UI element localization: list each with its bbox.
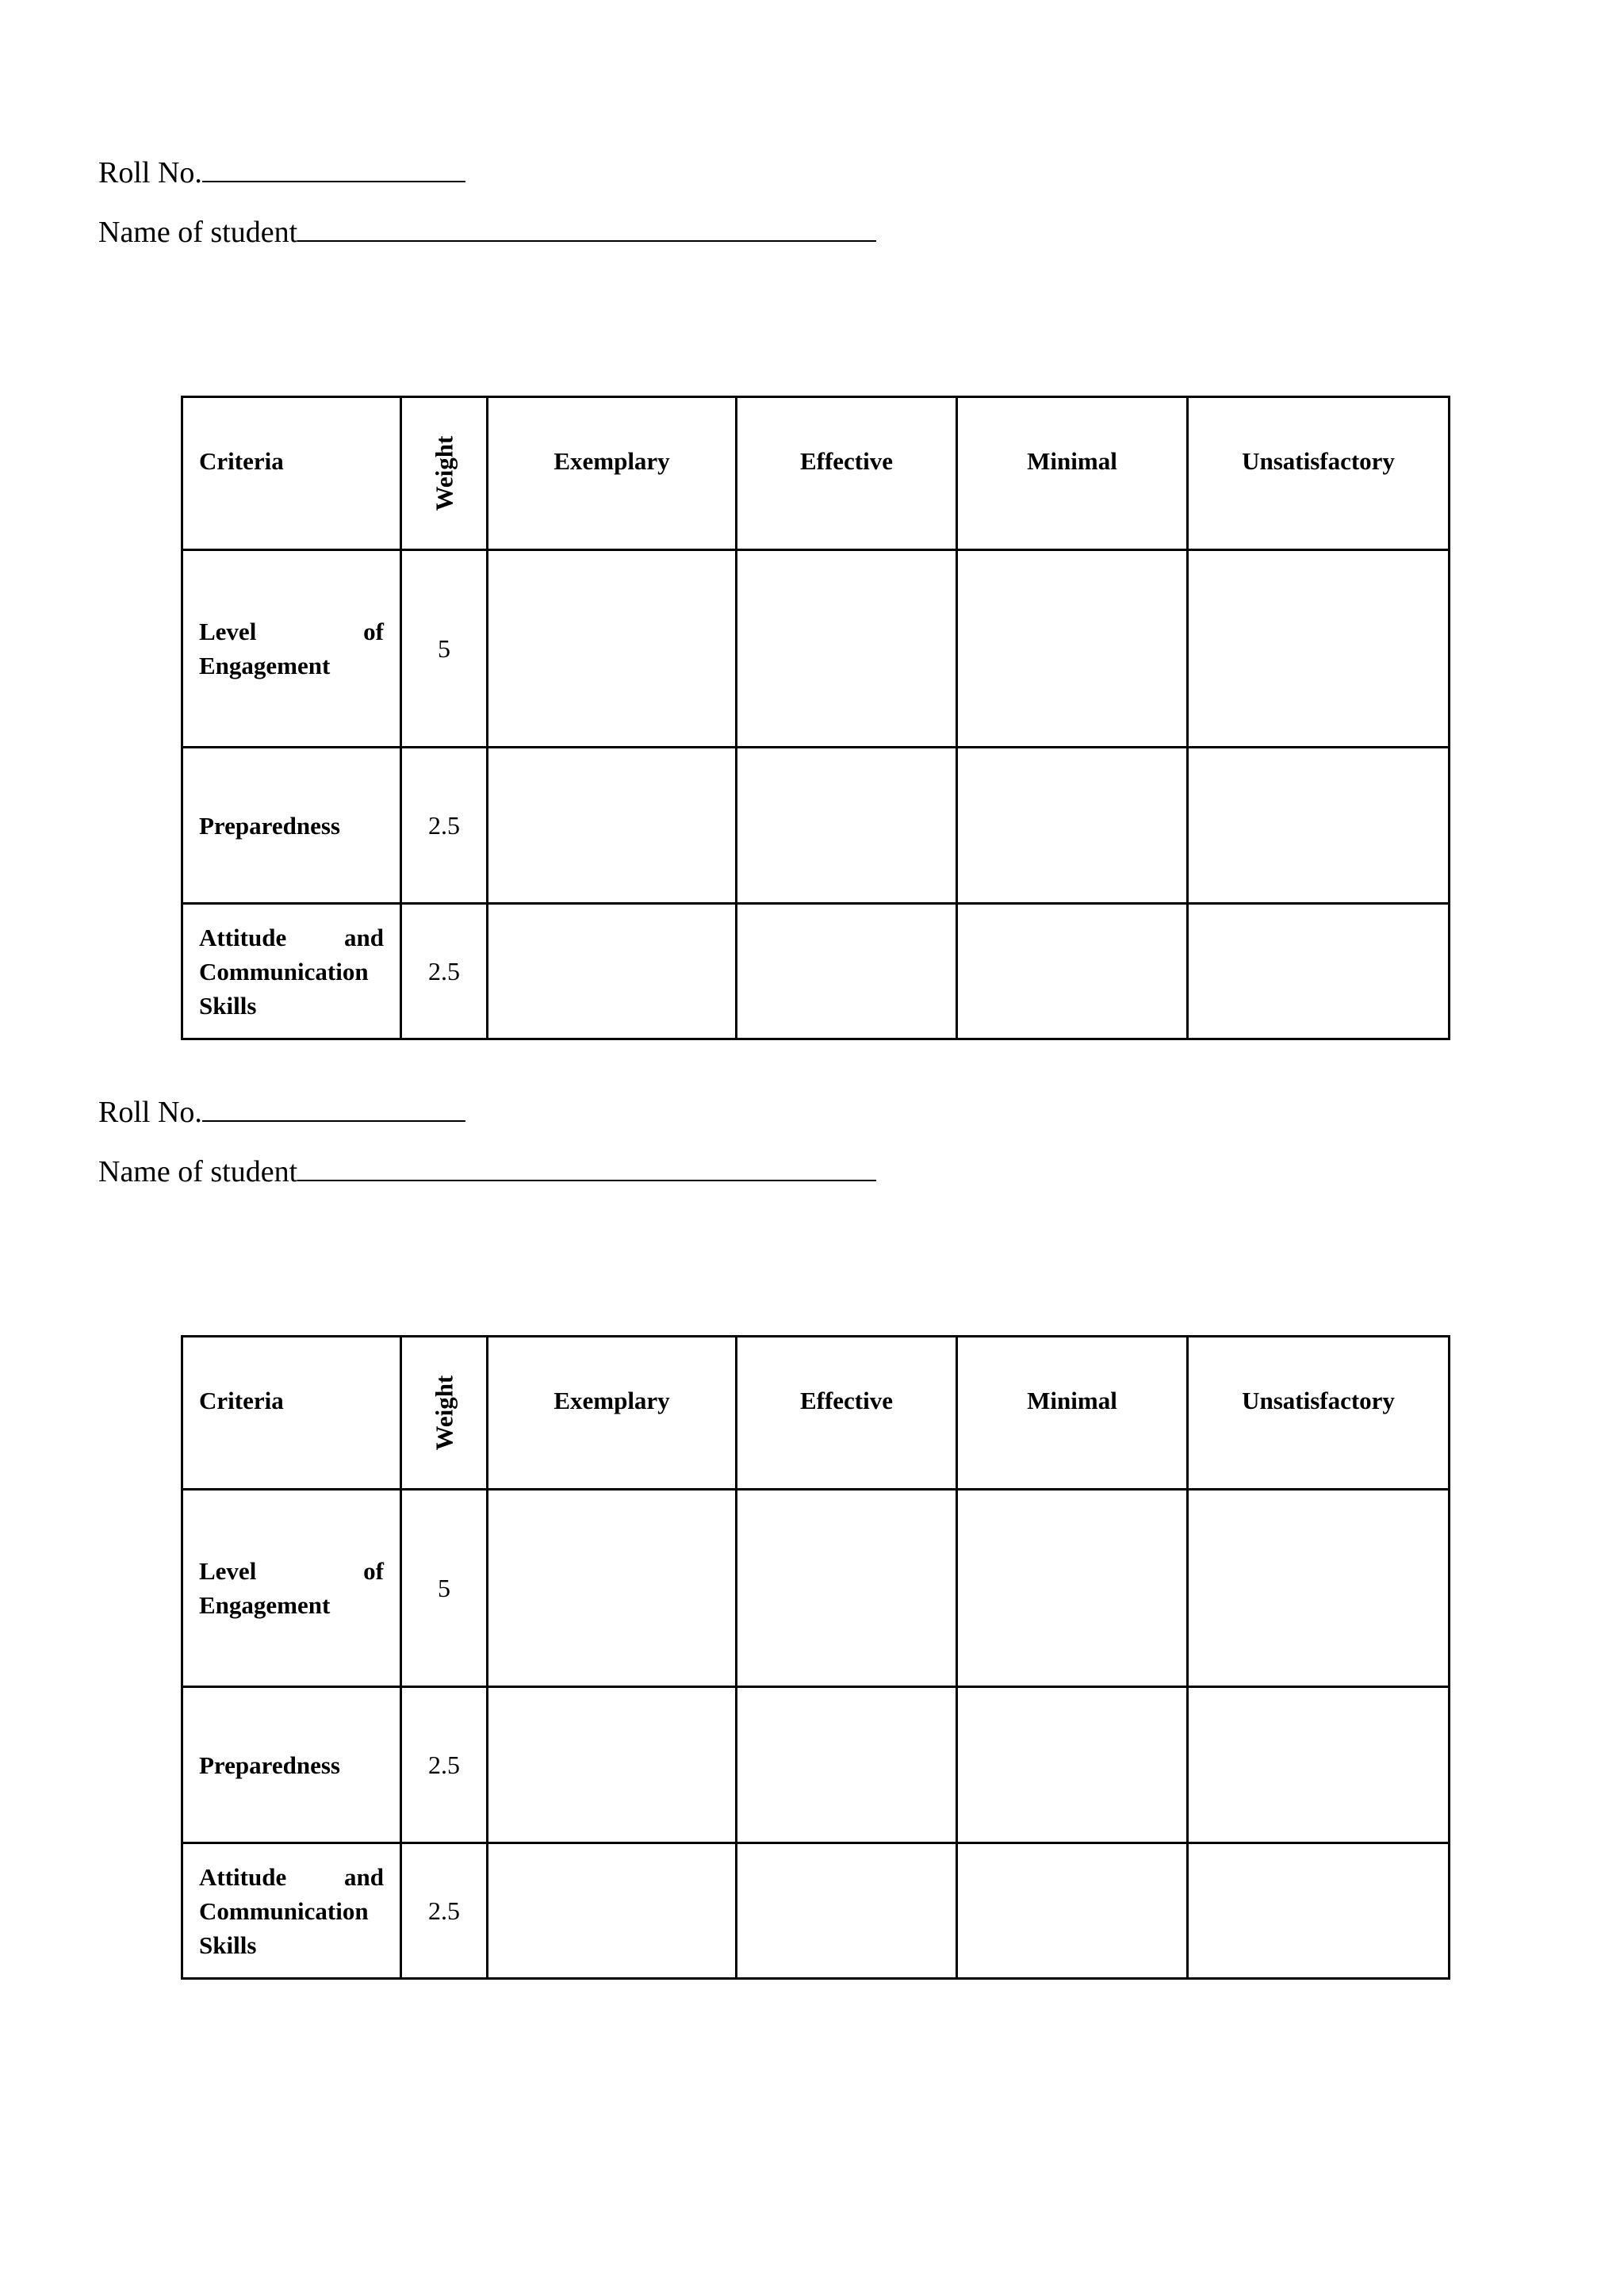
weight-cell: 2.5	[401, 1843, 488, 1979]
minimal-cell[interactable]	[957, 550, 1188, 748]
minimal-cell[interactable]	[957, 904, 1188, 1039]
unsatisfactory-cell[interactable]	[1188, 1490, 1450, 1687]
effective-cell[interactable]	[737, 1687, 957, 1843]
exemplary-cell[interactable]	[488, 550, 737, 748]
student-name-label: Name of student	[98, 216, 298, 249]
effective-cell[interactable]	[737, 748, 957, 904]
minimal-cell[interactable]	[957, 1843, 1188, 1979]
criteria-cell: Attitude and Communication Skills	[182, 904, 401, 1039]
weight-cell: 2.5	[401, 904, 488, 1039]
unsatisfactory-header: Unsatisfactory	[1188, 1337, 1450, 1490]
minimal-header: Minimal	[957, 1337, 1188, 1490]
criteria-cell: Level of Engagement	[182, 550, 401, 748]
unsatisfactory-header: Unsatisfactory	[1188, 397, 1450, 550]
criteria-cell: Preparedness	[182, 1687, 401, 1843]
weight-header-label: Weight	[430, 1375, 458, 1451]
student-name-blank[interactable]	[297, 1154, 876, 1181]
exemplary-cell[interactable]	[488, 748, 737, 904]
unsatisfactory-cell[interactable]	[1188, 1687, 1450, 1843]
minimal-cell[interactable]	[957, 1687, 1188, 1843]
weight-cell: 5	[401, 550, 488, 748]
unsatisfactory-cell[interactable]	[1188, 904, 1450, 1039]
minimal-header: Minimal	[957, 397, 1188, 550]
roll-no-field[interactable]	[98, 155, 465, 190]
exemplary-cell[interactable]	[488, 1843, 737, 1979]
student-name-label: Name of student	[98, 1155, 298, 1188]
exemplary-header: Exemplary	[488, 397, 737, 550]
unsatisfactory-cell[interactable]	[1188, 748, 1450, 904]
effective-cell[interactable]	[737, 904, 957, 1039]
table-row	[182, 550, 1450, 748]
header-row	[182, 397, 1450, 550]
unsatisfactory-cell[interactable]	[1188, 550, 1450, 748]
roll-no-label: Roll No.	[98, 156, 202, 189]
weight-cell: 5	[401, 1490, 488, 1687]
criteria-cell: Attitude and Communication Skills	[182, 1843, 401, 1979]
weight-header-label: Weight	[430, 435, 458, 511]
student-name-field[interactable]	[98, 1154, 876, 1189]
exemplary-cell[interactable]	[488, 1687, 737, 1843]
student-name-blank[interactable]	[297, 215, 876, 242]
table-row	[182, 1843, 1450, 1979]
table-row	[182, 748, 1450, 904]
weight-header	[401, 1337, 488, 1490]
criteria-cell: Preparedness	[182, 748, 401, 904]
roll-no-blank[interactable]	[202, 155, 465, 182]
effective-header: Effective	[737, 1337, 957, 1490]
exemplary-cell[interactable]	[488, 904, 737, 1039]
table-row	[182, 904, 1450, 1039]
criteria-cell: Level of Engagement	[182, 1490, 401, 1687]
minimal-cell[interactable]	[957, 1490, 1188, 1687]
weight-header	[401, 397, 488, 550]
roll-no-field[interactable]	[98, 1095, 465, 1130]
weight-cell: 2.5	[401, 748, 488, 904]
criteria-header: Criteria	[182, 1337, 401, 1490]
student-name-field[interactable]	[98, 215, 876, 250]
roll-no-blank[interactable]	[202, 1095, 465, 1122]
effective-header: Effective	[737, 397, 957, 550]
unsatisfactory-cell[interactable]	[1188, 1843, 1450, 1979]
minimal-cell[interactable]	[957, 748, 1188, 904]
table-row	[182, 1687, 1450, 1843]
effective-cell[interactable]	[737, 1843, 957, 1979]
effective-cell[interactable]	[737, 550, 957, 748]
rubric-table	[181, 396, 1450, 1040]
header-row	[182, 1337, 1450, 1490]
weight-cell: 2.5	[401, 1687, 488, 1843]
roll-no-label: Roll No.	[98, 1096, 202, 1129]
rubric-table	[181, 1335, 1450, 1980]
exemplary-header: Exemplary	[488, 1337, 737, 1490]
criteria-header: Criteria	[182, 397, 401, 550]
table-row	[182, 1490, 1450, 1687]
effective-cell[interactable]	[737, 1490, 957, 1687]
exemplary-cell[interactable]	[488, 1490, 737, 1687]
